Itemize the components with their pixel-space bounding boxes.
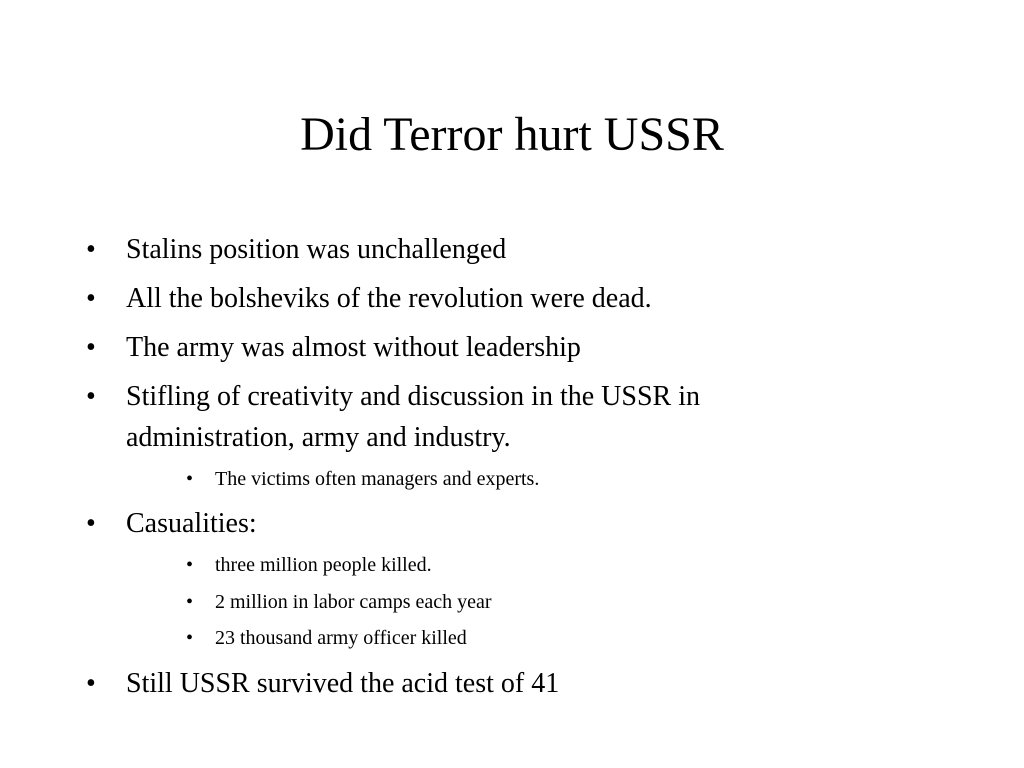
bullet-text: three million people killed.	[215, 554, 432, 576]
bullet-marker: •	[86, 508, 96, 539]
bullet-item-1	[86, 229, 846, 270]
bullet-marker: •	[86, 668, 96, 699]
bullet-text: The victims often managers and experts.	[215, 468, 540, 490]
bullet-text: Stalins position was unchallenged	[126, 234, 507, 265]
bullet-marker: •	[86, 234, 96, 265]
sub-bullet-item-1	[186, 466, 915, 492]
bullet-text: 2 million in labor camps each year	[215, 591, 492, 613]
bullet-text: 23 thousand army officer killed	[215, 627, 467, 649]
bullet-marker: •	[186, 627, 194, 649]
bullet-text: All the bolsheviks of the revolution were dead.	[126, 283, 652, 314]
bullet-text: The army was almost without leadership	[126, 332, 581, 363]
sub-bullet-item-2	[186, 552, 915, 578]
bullet-text: Still USSR survived the acid test of 41	[126, 668, 560, 699]
slide-title: Did Terror hurt USSR	[300, 108, 724, 161]
sub-bullet-item-4	[186, 625, 915, 651]
sub-bullet-item-3	[186, 589, 915, 615]
bullet-item-6	[86, 663, 846, 704]
bullet-marker: •	[86, 332, 96, 363]
bullet-marker: •	[186, 591, 194, 613]
bullet-item-3	[86, 327, 846, 368]
bullet-item-2	[86, 278, 846, 319]
bullet-item-5	[86, 503, 846, 544]
bullet-text: Stifling of creativity and discussion in the USSR in administration, army and industry.	[126, 381, 700, 453]
bullet-text: Casualities:	[126, 508, 257, 539]
bullet-marker: •	[186, 554, 194, 576]
bullet-marker: •	[186, 468, 194, 490]
bullet-item-4	[86, 376, 846, 458]
bullet-marker: •	[86, 283, 96, 314]
bullet-marker: •	[86, 381, 96, 412]
